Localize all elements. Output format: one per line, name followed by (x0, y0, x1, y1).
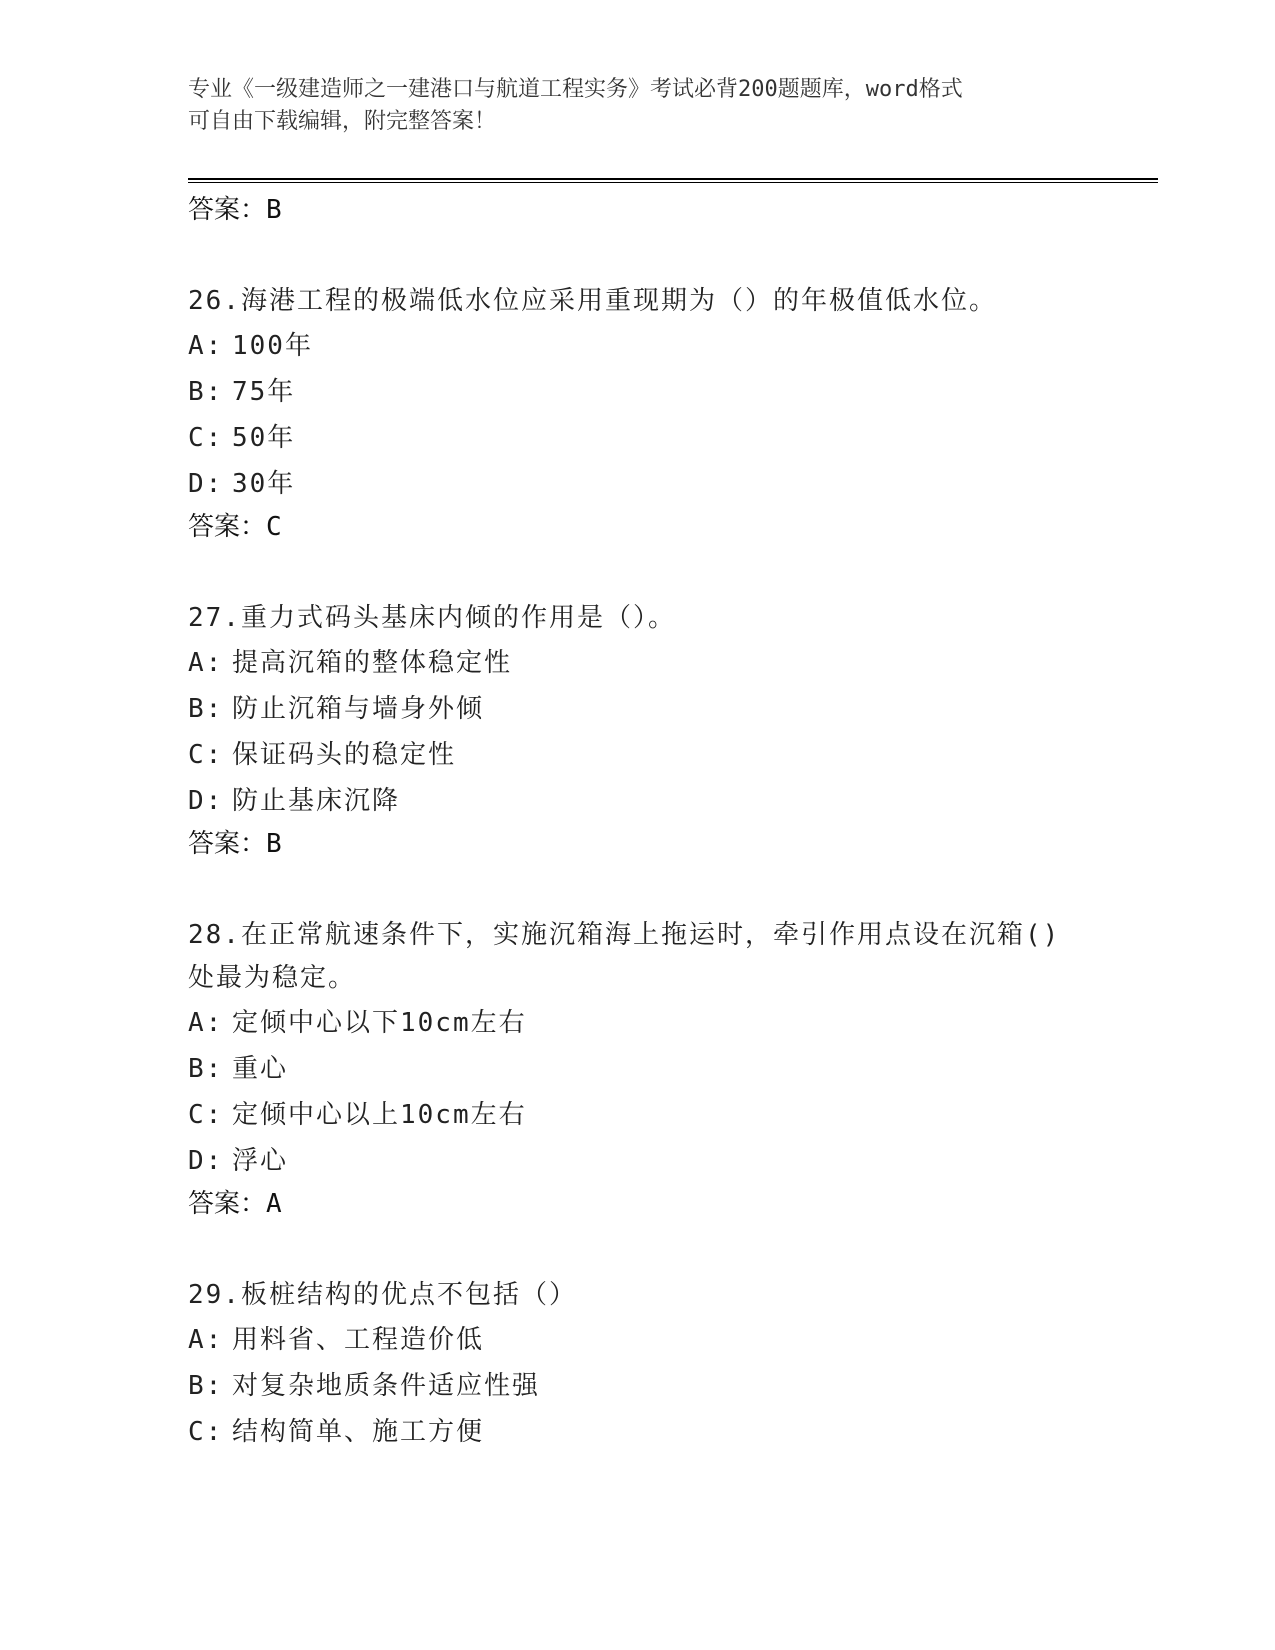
option-text: 结构简单、施工方便 (232, 1417, 485, 1447)
option-text: 防止沉箱与墙身外倾 (232, 694, 485, 724)
option-text: 50年 (232, 423, 296, 453)
option-text: 定倾中心以下10cm左右 (232, 1008, 527, 1038)
option-letter: C: (188, 740, 224, 770)
option-text: 提高沉箱的整体稳定性 (232, 648, 513, 678)
option-a (188, 640, 1088, 686)
option-text: 用料省、工程造价低 (232, 1325, 485, 1355)
question-28 (188, 914, 1088, 1224)
option-letter: B: (188, 1054, 224, 1084)
option-d (188, 778, 1088, 824)
option-letter: A: (188, 648, 224, 678)
header-line-2: 可自由下载编辑，附完整答案！ (188, 109, 497, 134)
answer-label: 答案：B (188, 829, 282, 859)
option-b (188, 686, 1088, 732)
option-letter: C: (188, 423, 224, 453)
option-b (188, 1363, 1088, 1409)
option-a (188, 1000, 1088, 1046)
question-list (188, 190, 1088, 1455)
option-letter: A: (188, 331, 224, 361)
option-text: 75年 (232, 377, 296, 407)
option-text: 100年 (232, 331, 313, 361)
option-d (188, 461, 1088, 507)
option-c (188, 732, 1088, 778)
option-a (188, 323, 1088, 369)
answer-label: 答案：A (188, 1189, 282, 1219)
option-letter: B: (188, 1371, 224, 1401)
header-divider-thin (188, 182, 1158, 183)
option-letter: D: (188, 786, 224, 816)
option-letter: D: (188, 469, 224, 499)
header-line-1: 专业《一级建造师之一建港口与航道工程实务》考试必背200题题库，word格式 (188, 77, 963, 102)
option-text: 对复杂地质条件适应性强 (232, 1371, 541, 1401)
document-header (188, 74, 1068, 138)
question-title: 29.板桩结构的优点不包括（） (188, 1280, 577, 1310)
option-text: 30年 (232, 469, 296, 499)
option-c (188, 415, 1088, 461)
question-title: 26.海港工程的极端低水位应采用重现期为（）的年极值低水位。 (188, 286, 997, 316)
option-text: 保证码头的稳定性 (232, 740, 457, 770)
option-letter: C: (188, 1100, 224, 1130)
answer-label: 答案：B (188, 195, 282, 225)
question-title: 28.在正常航速条件下，实施沉箱海上拖运时，牵引作用点设在沉箱() (188, 920, 1061, 950)
option-a (188, 1317, 1088, 1363)
question-title-continued: 处最为稳定。 (188, 963, 357, 993)
answer-label: 答案：C (188, 512, 282, 542)
option-letter: C: (188, 1417, 224, 1447)
question-title: 27.重力式码头基床内倾的作用是（）。 (188, 603, 676, 633)
option-letter: B: (188, 694, 224, 724)
header-divider-thick (188, 178, 1158, 180)
option-letter: B: (188, 377, 224, 407)
option-b (188, 369, 1088, 415)
option-text: 防止基床沉降 (232, 786, 401, 816)
option-d (188, 1138, 1088, 1184)
question-27 (188, 597, 1088, 864)
question-29 (188, 1274, 1088, 1455)
option-text: 重心 (232, 1054, 289, 1084)
option-c (188, 1092, 1088, 1138)
option-letter: D: (188, 1146, 224, 1176)
question-26 (188, 280, 1088, 547)
option-c (188, 1409, 1088, 1455)
option-text: 定倾中心以上10cm左右 (232, 1100, 527, 1130)
option-letter: A: (188, 1325, 224, 1355)
option-text: 浮心 (232, 1146, 289, 1176)
option-letter: A: (188, 1008, 224, 1038)
option-b (188, 1046, 1088, 1092)
